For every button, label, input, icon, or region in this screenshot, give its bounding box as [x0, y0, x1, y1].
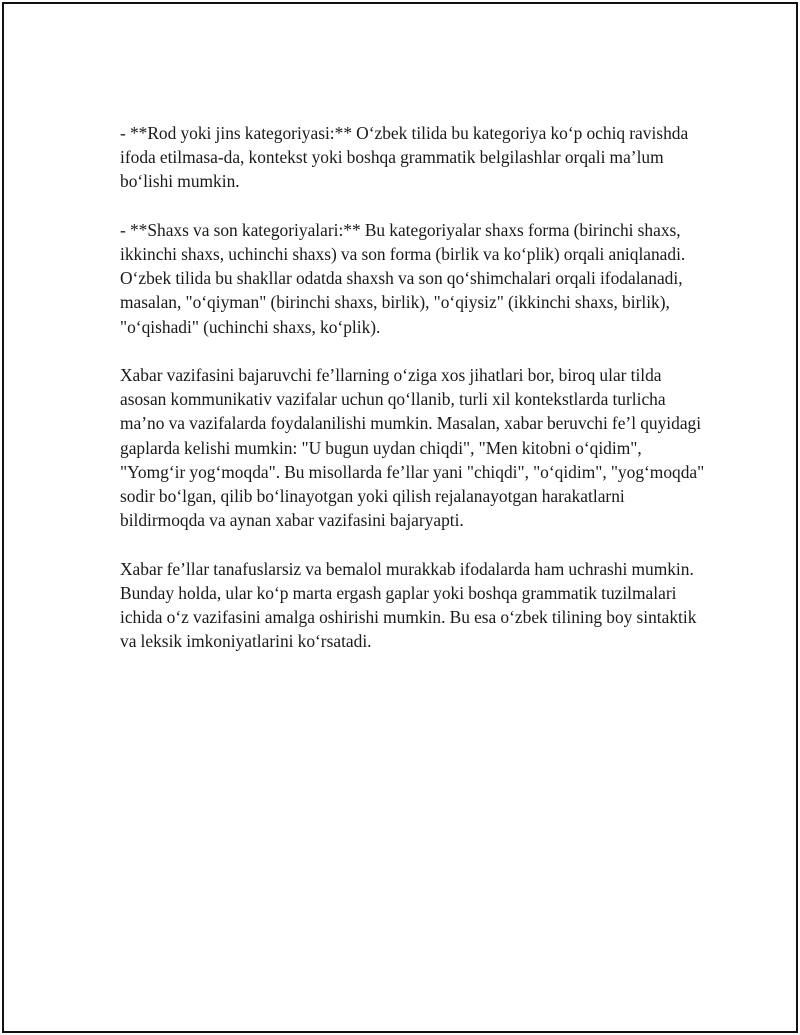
paragraph-complex-expressions: Xabar fe’llar tanafuslarsiz va bemalol murakkab ifodalarda ham uchrashi mumkin. Bunday holda, ular ko‘p marta ergash gaplar yoki boshqa grammatik tuzilmalari ichida o‘z vazifasini amalga oshirishi mumkin. Bu esa o‘zbek tilining boy sintaktik va leksik imkoniyatlarini ko‘rsatadi. [120, 558, 697, 652]
paragraph-gender-category: - **Rod yoki jins kategoriyasi:** O‘zbek tilida bu kategoriya ko‘p ochiq ravishda ifoda etilmasa-da, kontekst yoki boshqa grammatik belgilashlar orqali ma’lum bo‘lishi mumkin. [120, 123, 689, 192]
page-frame [2, 2, 798, 1033]
page-body [120, 121, 710, 678]
paragraph-person-number-category: - **Shaxs va son kategoriyalari:** Bu kategoriyalar shaxs forma (birinchi shaxs, ikkinchi shaxs, uchinchi shaxs) va son forma (birlik va ko‘plik) orqali aniqlanadi. O‘zbek tilida bu shakllar odatda shaxsh va son qo‘shimchalari orqali ifodalanadi, masalan, "o‘qiyman" (birinchi shaxs, birlik), "o‘qiysiz" (ikkinchi shaxs, birlik), "o‘qishadi" (uchinchi shaxs, ko‘plik). [120, 219, 686, 337]
paragraph-informative-verbs: Xabar vazifasini bajaruvchi fe’llarning o‘ziga xos jihatlari bor, biroq ular tilda asosan kommunikativ vazifalar uchun qo‘llanib, turli xil kontekstlarda turlicha ma’no va vazifalarda foydalanilishi mumkin. Masalan, xabar beruvchi fe’l quyidagi gaplarda kelishi mumkin: "U bugun uydan chiqdi", "Men kitobni o‘qidim", "Yomg‘ir yog‘moqda". Bu misollarda fe’llar yani "chiqdi", "o‘qidim", "yog‘moqda" sodir bo‘lgan, qilib bo‘linayotgan yoki qilish rejalanayotgan harakatlarni bildirmoqda va aynan xabar vazifasini bajaryapti. [120, 365, 705, 531]
